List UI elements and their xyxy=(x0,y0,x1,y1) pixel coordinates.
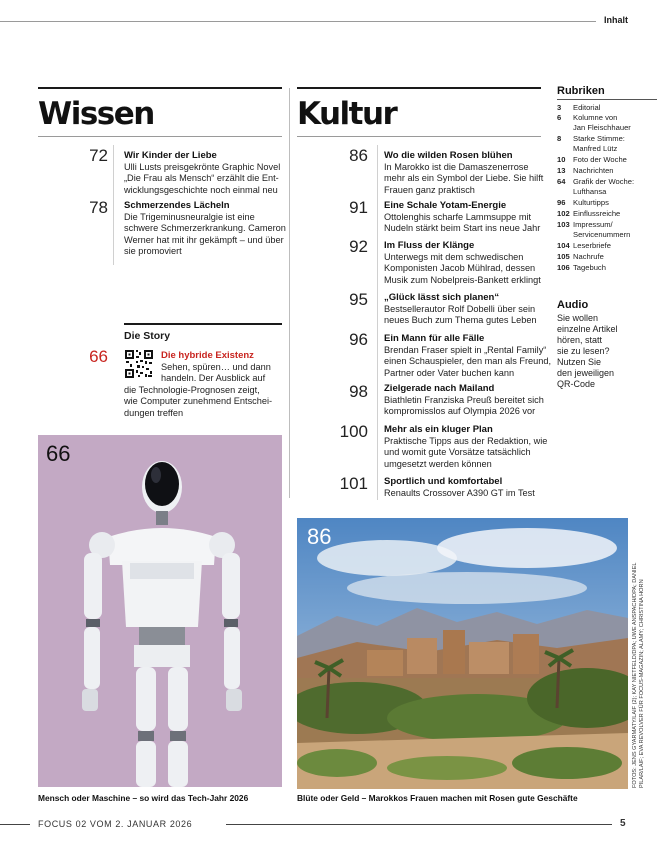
kultur-divider xyxy=(377,145,378,500)
page-number: 101 xyxy=(339,474,368,493)
entry-title: Sportlich und komfortabel xyxy=(384,476,503,487)
morocco-image[interactable] xyxy=(297,518,628,789)
page-number: 86 xyxy=(349,146,368,165)
wissen-divider xyxy=(113,145,114,265)
audio-title: Audio xyxy=(557,299,589,311)
wissen-top-rule xyxy=(38,87,282,89)
story-rule xyxy=(124,323,282,325)
footer-rule-left xyxy=(0,824,30,825)
entry-title: Im Fluss der Klänge xyxy=(384,240,475,251)
photo-credits: FOTOS: JENS GYARMATY/LAIF (2); KAY NIETFELD/DPA; UWE ANSPACH/DPA; DANIEL PILAR/LAIF; EVA REVOLVER FÜR FOCUS-MAGAZIN; ALAMY; CHRISTINA HORN xyxy=(632,562,646,788)
entry-description: Unterwegs mit dem schwedischen Komponisten Jacob Mühlrad, dessen Musik zum Nobelpreis-Bankett erklingt xyxy=(384,252,541,285)
kultur-title: Kultur xyxy=(297,96,397,132)
entry-description: Brendan Fraser spielt in „Rental Family“ einen Schauspieler, den man als Freund, Partner oder Vater buchen kann xyxy=(384,345,552,378)
page-number: 72 xyxy=(89,146,108,165)
entry-description: Die Trigeminusneuralgie ist eine schwere Schmerzerkrankung. Cameron Werner hat mit ihr gekämpft – und über sie promoviert xyxy=(124,212,286,257)
page-number: 66 xyxy=(89,347,108,366)
entry-description: Biathletin Franziska Preuß bereitet sich kompromisslos auf Olympia 2026 vor xyxy=(384,395,544,417)
rubriken-rule xyxy=(557,99,657,100)
image-page-number: 86 xyxy=(307,524,332,549)
robot-caption: Mensch oder Maschine – so wird das Tech-Jahr 2026 xyxy=(38,793,249,803)
morocco-caption: Blüte oder Geld – Marokkos Frauen machen mit Rosen gute Geschäfte xyxy=(297,793,578,803)
entry-description-continued: die Technologie-Prognosen zeigt, wie Computer zunehmend Entschei- dungen treffen xyxy=(124,385,273,418)
robot-image[interactable] xyxy=(38,435,282,787)
entry-title: Ein Mann für alle Fälle xyxy=(384,333,485,344)
entry-title: Mehr als ein kluger Plan xyxy=(384,424,493,435)
entry-title: Eine Schale Yotam-Energie xyxy=(384,200,507,211)
entry-title: „Glück lässt sich planen“ xyxy=(384,292,500,303)
story-heading: Die Story xyxy=(124,330,171,342)
footer-rule-right xyxy=(226,824,612,825)
entry-description: Bestsellerautor Rolf Dobelli über sein neues Buch zum Thema gutes Leben xyxy=(384,304,537,326)
entry-title: Die hybride Existenz xyxy=(161,350,254,361)
column-divider xyxy=(289,88,290,498)
rubriken-title: Rubriken xyxy=(557,85,605,97)
entry-title: Wir Kinder der Liebe xyxy=(124,150,217,161)
entry-title: Wo die wilden Rosen blühen xyxy=(384,150,513,161)
page-number: 95 xyxy=(349,290,368,309)
wissen-rule xyxy=(38,136,282,137)
entry-description: Ottolenghis scharfe Lammsuppe mit Nudeln stärkt beim Start ins neue Jahr xyxy=(384,212,541,234)
entry-description: Praktische Tipps aus der Redaktion, wie und womit gute Vorsätze tatsächlich umgesetzt werden können xyxy=(384,436,548,469)
image-page-number: 66 xyxy=(46,441,71,466)
page-number: 92 xyxy=(349,237,368,256)
audio-text: Sie wollen einzelne Artikel hören, statt sie zu lesen? Nutzen Sie den jeweiligen QR-Code xyxy=(557,313,618,389)
robot-illustration xyxy=(38,435,282,787)
kultur-rule xyxy=(297,136,541,137)
entry-description: Sehen, spüren… und dann handeln. Der Ausblick auf xyxy=(161,362,271,384)
morocco-landscape xyxy=(297,518,628,789)
entry-description: In Marokko ist die Damaszenerrose mehr als ein Symbol der Liebe. Sie hilft Frauen ganz praktisch xyxy=(384,162,544,195)
entry-description: Ulli Lusts preisgekrönte Graphic Novel „Die Frau als Mensch“ erzählt die Ent- wicklungsgeschichte noch einmal neu xyxy=(124,162,281,195)
section-label: Inhalt xyxy=(604,15,628,25)
issue-label: FOCUS 02 VOM 2. JANUAR 2026 xyxy=(38,819,193,829)
kultur-top-rule xyxy=(297,87,541,89)
page-number-footer: 5 xyxy=(620,818,627,829)
page-number: 78 xyxy=(89,198,108,217)
page-number: 96 xyxy=(349,330,368,349)
header-rule xyxy=(0,21,596,22)
qr-code-icon[interactable] xyxy=(124,349,154,379)
page-number: 91 xyxy=(349,198,368,217)
page-number: 98 xyxy=(349,382,368,401)
entry-title: Schmerzendes Lächeln xyxy=(124,200,230,211)
entry-title: Zielgerade nach Mailand xyxy=(384,383,495,394)
page-number: 100 xyxy=(339,422,368,441)
entry-description: Renaults Crossover A390 GT im Test xyxy=(384,488,535,498)
wissen-title: Wissen xyxy=(38,96,154,132)
